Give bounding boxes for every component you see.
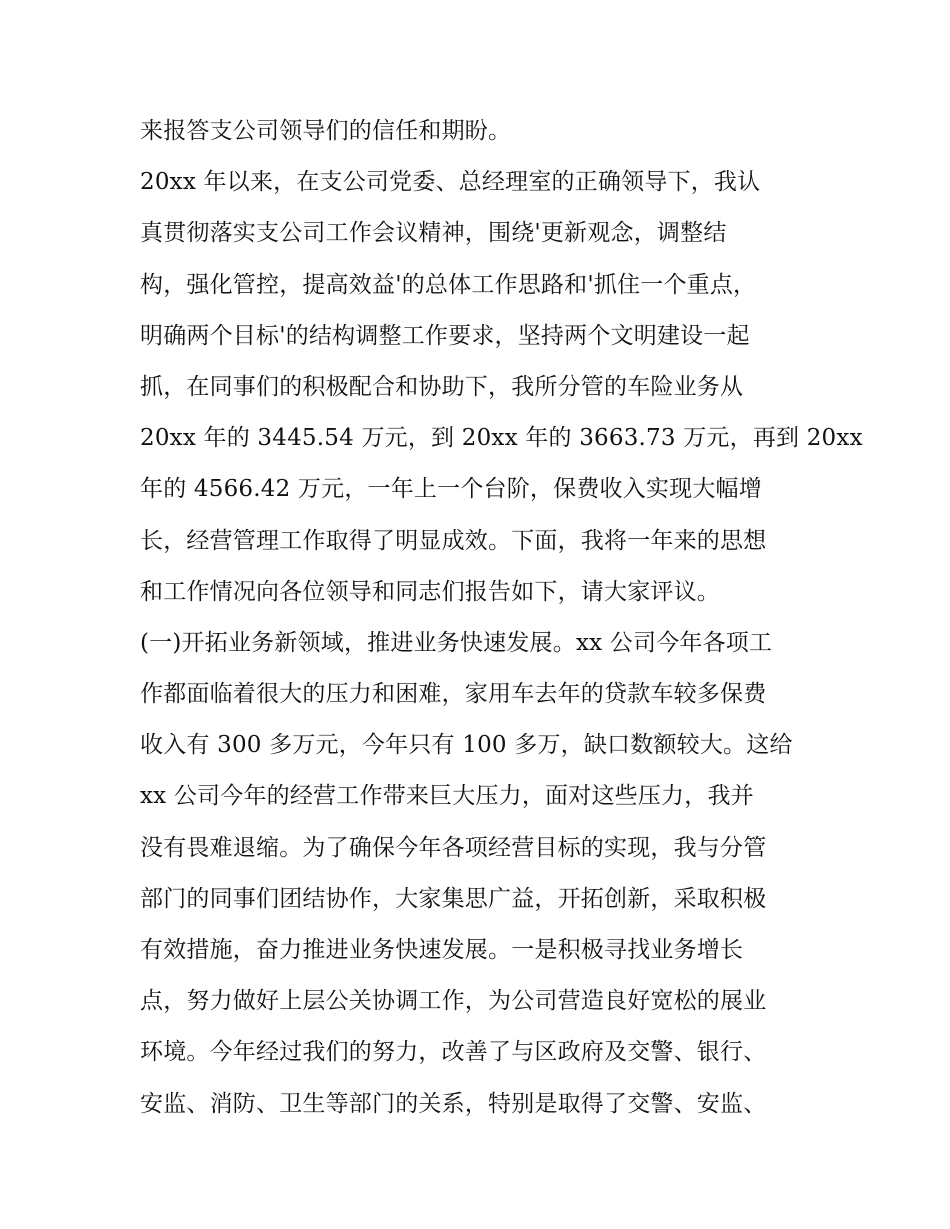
text-line: (一)开拓业务新领域，推进业务快速发展。xx 公司今年各项工	[140, 629, 773, 656]
text-line: 收入有 300 多万元，今年只有 100 多万，缺口数额较大。这给	[140, 732, 793, 759]
text-line: 年的 4566.42 万元，一年上一个台阶，保费收入实现大幅增	[140, 476, 762, 503]
text-line: 作都面临着很大的压力和困难，家用车去年的贷款车较多保费	[140, 681, 767, 708]
text-line: 安监、消防、卫生等部门的关系，特别是取得了交警、安监、	[140, 1090, 767, 1117]
text-line: 抓，在同事们的积极配合和协助下，我所分管的车险业务从	[140, 373, 744, 400]
text-line: 部门的同事们团结协作，大家集思广益，开拓创新，采取积极	[140, 885, 767, 912]
text-line: xx 公司今年的经营工作带来巨大压力，面对这些压力，我并	[140, 783, 754, 810]
body-text	[140, 106, 863, 1130]
text-line: 长，经营管理工作取得了明显成效。下面，我将一年来的思想	[140, 527, 767, 554]
text-line: 有效措施，奋力推进业务快速发展。一是积极寻找业务增长	[140, 937, 744, 963]
text-line: 真贯彻落实支公司工作会议精神，围绕'更新观念，调整结	[140, 220, 727, 247]
text-line: 明确两个目标'的结构调整工作要求，坚持两个文明建设一起	[140, 322, 750, 349]
text-line: 点，努力做好上层公关协调工作，为公司营造良好宽松的展业	[140, 988, 767, 1015]
text-line: 没有畏难退缩。为了确保今年各项经营目标的实现，我与分管	[140, 834, 767, 861]
text-line: 和工作情况向各位领导和同志们报告如下，请大家评议。	[140, 578, 720, 605]
text-line: 环境。今年经过我们的努力，改善了与区政府及交警、银行、	[140, 1039, 767, 1066]
text-line: 20xx 年的 3445.54 万元，到 20xx 年的 3663.73 万元，再到 20xx	[140, 425, 863, 452]
text-line: 来报答支公司领导们的信任和期盼。	[140, 118, 512, 144]
text-line: 20xx 年以来，在支公司党委、总经理室的正确领导下，我认	[140, 169, 761, 196]
text-line: 构，强化管控，提高效益'的总体工作思路和'抓住一个重点，	[140, 271, 757, 298]
